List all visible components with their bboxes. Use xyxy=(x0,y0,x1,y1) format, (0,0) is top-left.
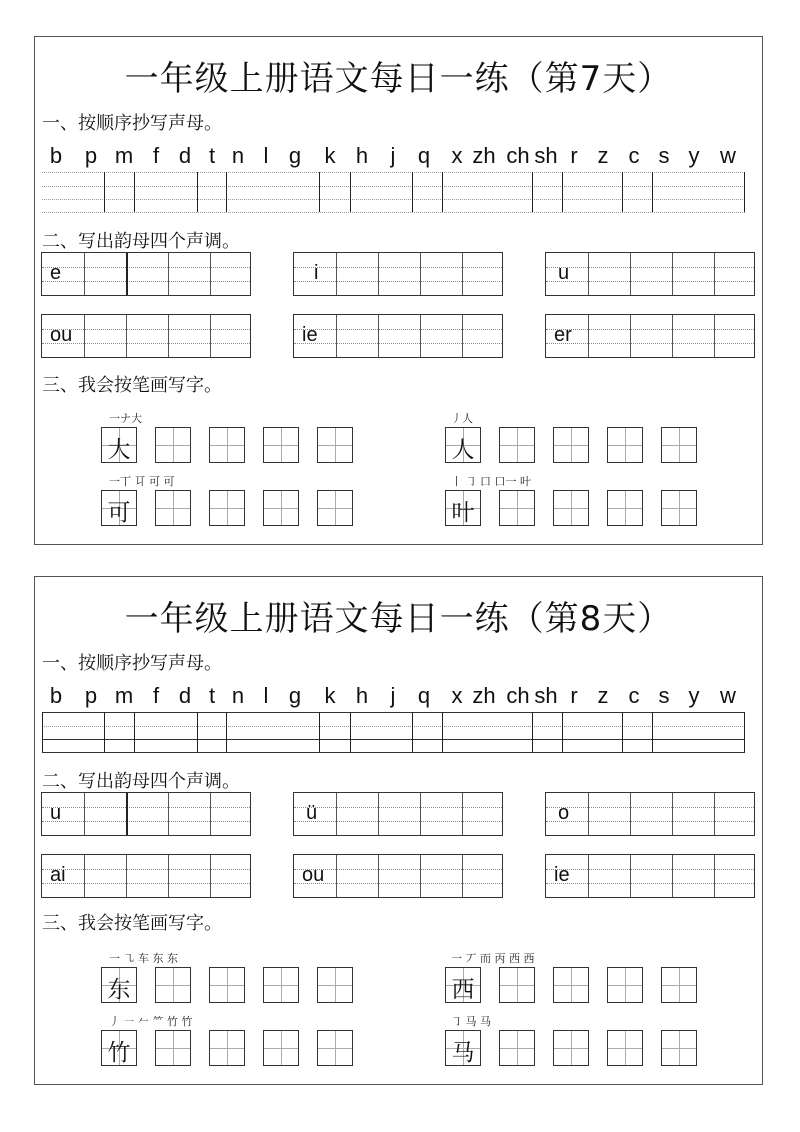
worksheet-day-7 xyxy=(34,36,763,545)
final-tone-box[interactable] xyxy=(293,854,503,898)
consonant: l xyxy=(263,683,269,708)
model-character: 马 xyxy=(451,1040,475,1066)
consonant: g xyxy=(288,143,302,168)
final-label: ie xyxy=(554,864,570,886)
consonant: ch xyxy=(506,683,530,708)
section-3-heading: 三、我会按笔画写字。 xyxy=(42,375,222,396)
consonant-writing-lines[interactable] xyxy=(42,712,745,752)
practice-cell[interactable] xyxy=(607,490,643,526)
practice-cell[interactable] xyxy=(553,967,589,1003)
consonant: h xyxy=(355,683,369,708)
stroke-order: 丿 ㇐ 𠂉 ⺮ 竹 竹 xyxy=(109,1015,193,1028)
consonant: zh xyxy=(472,683,496,708)
practice-cell[interactable] xyxy=(499,490,535,526)
consonant: zh xyxy=(472,143,496,168)
consonant: n xyxy=(231,143,245,168)
consonant: f xyxy=(152,143,160,168)
worksheet-day-8 xyxy=(34,576,763,1085)
final-label: ou xyxy=(302,864,325,886)
worksheet-title: 一年级上册语文每日一练（第7天） xyxy=(124,59,673,99)
final-tone-box[interactable] xyxy=(41,252,251,296)
model-character-cell xyxy=(101,427,137,463)
practice-cell[interactable] xyxy=(499,427,535,463)
model-character-cell xyxy=(101,967,137,1003)
consonant: m xyxy=(114,143,134,168)
model-character: 东 xyxy=(107,977,131,1003)
final-tone-box[interactable] xyxy=(41,854,251,898)
consonant: n xyxy=(231,683,245,708)
practice-cell[interactable] xyxy=(499,1030,535,1066)
practice-cell[interactable] xyxy=(155,490,191,526)
final-label: i xyxy=(314,262,319,284)
consonant: x xyxy=(451,683,463,708)
consonant: r xyxy=(570,143,578,168)
consonant: f xyxy=(152,683,160,708)
practice-cell[interactable] xyxy=(661,1030,697,1066)
consonant: y xyxy=(688,143,700,168)
practice-cell[interactable] xyxy=(155,967,191,1003)
consonant: j xyxy=(390,143,396,168)
model-character: 叶 xyxy=(451,500,475,526)
consonant: p xyxy=(84,683,98,708)
final-tone-box[interactable] xyxy=(545,314,755,358)
worksheet-title: 一年级上册语文每日一练（第8天） xyxy=(124,599,673,639)
practice-cell[interactable] xyxy=(661,427,697,463)
model-character: 可 xyxy=(107,500,131,526)
consonant: w xyxy=(720,683,736,708)
stroke-order: ㇆ 马 马 xyxy=(451,1015,491,1028)
section-3-heading: 三、我会按笔画写字。 xyxy=(42,913,222,934)
practice-cell[interactable] xyxy=(607,1030,643,1066)
final-tone-box[interactable] xyxy=(293,252,503,296)
consonant: h xyxy=(355,143,369,168)
final-label: ou xyxy=(50,324,73,346)
consonant: t xyxy=(208,143,216,168)
section-1-heading: 一、按顺序抄写声母。 xyxy=(42,653,222,674)
consonant: g xyxy=(288,683,302,708)
practice-cell[interactable] xyxy=(317,490,353,526)
consonant: s xyxy=(658,683,670,708)
consonant: k xyxy=(324,683,336,708)
consonant: t xyxy=(208,683,216,708)
consonant: s xyxy=(658,143,670,168)
consonant-row xyxy=(42,139,744,171)
final-tone-box[interactable] xyxy=(41,314,251,358)
practice-cell[interactable] xyxy=(263,967,299,1003)
consonant: y xyxy=(688,683,700,708)
stroke-order: 丨 ㇆ 口 口一 叶 xyxy=(451,475,531,488)
practice-cell[interactable] xyxy=(553,490,589,526)
stroke-order: 一 ㇈ 车 东 东 xyxy=(109,952,178,965)
consonant: c xyxy=(628,683,640,708)
final-label: ü xyxy=(306,802,318,824)
practice-cell[interactable] xyxy=(209,1030,245,1066)
model-character: 大 xyxy=(107,437,131,463)
model-character-cell xyxy=(101,1030,137,1066)
consonant: p xyxy=(84,143,98,168)
final-label: u xyxy=(50,802,62,824)
final-tone-box[interactable] xyxy=(293,792,503,836)
consonant: j xyxy=(390,683,396,708)
consonant: d xyxy=(178,683,192,708)
consonant-row xyxy=(42,679,744,711)
final-tone-box[interactable] xyxy=(545,792,755,836)
final-tone-box[interactable] xyxy=(293,314,503,358)
section-2-heading: 二、写出韵母四个声调。 xyxy=(42,231,240,252)
final-tone-box[interactable] xyxy=(545,252,755,296)
final-label: er xyxy=(554,324,572,346)
consonant: w xyxy=(720,143,736,168)
stroke-order: 一 丆 而 丙 西 西 xyxy=(451,952,535,965)
consonant: k xyxy=(324,143,336,168)
section-2-heading: 二、写出韵母四个声调。 xyxy=(42,771,240,792)
consonant: q xyxy=(417,683,431,708)
consonant: sh xyxy=(534,683,558,708)
final-tone-box[interactable] xyxy=(41,792,251,836)
practice-cell[interactable] xyxy=(553,427,589,463)
consonant: x xyxy=(451,143,463,168)
practice-cell[interactable] xyxy=(661,490,697,526)
model-character-cell xyxy=(101,490,137,526)
practice-cell[interactable] xyxy=(499,967,535,1003)
consonant: b xyxy=(49,143,63,168)
practice-cell[interactable] xyxy=(661,967,697,1003)
final-label: u xyxy=(558,262,570,284)
consonant: c xyxy=(628,143,640,168)
consonant: d xyxy=(178,143,192,168)
practice-cell[interactable] xyxy=(155,1030,191,1066)
model-character-cell xyxy=(445,967,481,1003)
practice-cell[interactable] xyxy=(263,1030,299,1066)
practice-cell[interactable] xyxy=(155,427,191,463)
model-character: 人 xyxy=(451,437,475,463)
practice-cell[interactable] xyxy=(553,1030,589,1066)
consonant: l xyxy=(263,143,269,168)
practice-cell[interactable] xyxy=(209,427,245,463)
consonant: b xyxy=(49,683,63,708)
final-label: o xyxy=(558,802,570,824)
practice-cell[interactable] xyxy=(607,427,643,463)
final-label: ie xyxy=(302,324,318,346)
practice-cell[interactable] xyxy=(209,490,245,526)
stroke-order: 一ナ大 xyxy=(109,412,142,425)
consonant: m xyxy=(114,683,134,708)
model-character-cell xyxy=(445,427,481,463)
consonant-writing-lines[interactable] xyxy=(42,172,745,212)
stroke-order: 丿人 xyxy=(451,412,473,425)
practice-cell[interactable] xyxy=(607,967,643,1003)
model-character-cell xyxy=(445,1030,481,1066)
practice-cell[interactable] xyxy=(317,1030,353,1066)
final-label: e xyxy=(50,262,62,284)
final-tone-box[interactable] xyxy=(545,854,755,898)
consonant: z xyxy=(597,683,609,708)
consonant: r xyxy=(570,683,578,708)
model-character-cell xyxy=(445,490,481,526)
model-character: 西 xyxy=(451,977,475,1003)
final-label: ai xyxy=(50,864,66,886)
consonant: q xyxy=(417,143,431,168)
practice-cell[interactable] xyxy=(317,967,353,1003)
stroke-order: 一丅 㔿 可 可 xyxy=(109,475,175,488)
consonant: z xyxy=(597,143,609,168)
model-character: 竹 xyxy=(107,1040,131,1066)
practice-cell[interactable] xyxy=(317,427,353,463)
practice-cell[interactable] xyxy=(263,427,299,463)
section-1-heading: 一、按顺序抄写声母。 xyxy=(42,113,222,134)
practice-cell[interactable] xyxy=(263,490,299,526)
practice-cell[interactable] xyxy=(209,967,245,1003)
consonant: sh xyxy=(534,143,558,168)
consonant: ch xyxy=(506,143,530,168)
